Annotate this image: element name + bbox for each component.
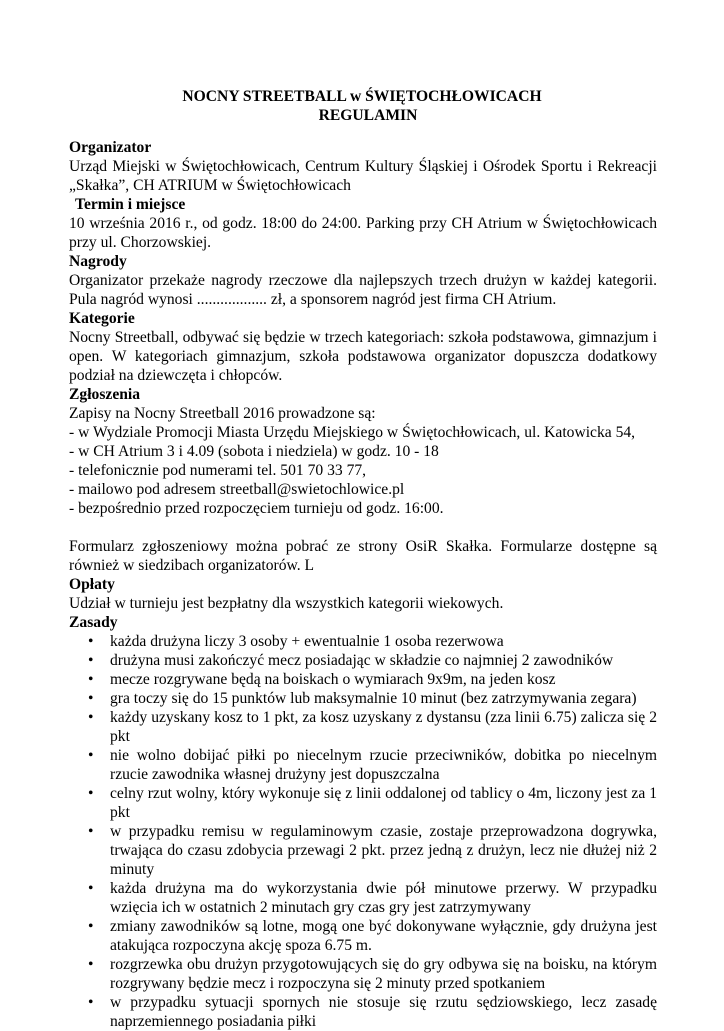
title-line-2: REGULAMIN [318, 107, 418, 124]
zgloszenia-line: - w CH Atrium 3 i 4.09 (sobota i niedziela) w godz. 10 - 18 [69, 443, 439, 460]
rule-item [69, 955, 657, 993]
zgloszenia-intro: Zapisy na Nocny Streetball 2016 prowadzone są: [69, 405, 376, 422]
rules-list [69, 632, 657, 1031]
zgloszenia-email-line: - mailowo pod adresem streetball@swietochlowice.pl [69, 481, 405, 498]
rule-text: zmiany zawodników są lotne, mogą one być dokonywane wyłącznie, gdy drużyna jest atakująca rozpoczyna akcję spoza 6.75 m. [110, 918, 657, 954]
form-note: Formularz zgłoszeniowy można pobrać ze strony OsiR Skałka. Formularze dostępne są również w siedzibach organizatorów. L [69, 538, 657, 574]
rule-text: drużyna musi zakończyć mecz posiadając w składzie co najmniej 2 zawodników [110, 652, 614, 669]
bullet-icon: • [88, 785, 94, 802]
rule-text: mecze rozgrywane będą na boiskach o wymiarach 9x9m, na jeden kosz [110, 671, 556, 688]
bullet-icon: • [88, 690, 94, 707]
rule-text: gra toczy się do 15 punktów lub maksymalnie 10 minut (bez zatrzymywania zegara) [110, 690, 637, 707]
zgloszenia-line: - w Wydziale Promocji Miasta Urzędu Miejskiego w Świętochłowicach, ul. Katowicka 54, [69, 424, 636, 441]
rule-item [69, 689, 657, 708]
bullet-icon: • [88, 918, 94, 935]
termin-text: 10 września 2016 r., od godz. 18:00 do 24:00. Parking przy CH Atrium w Świętochłowicach przy ul. Chorzowskiej. [69, 215, 657, 251]
oplaty-text: Udział w turnieju jest bezpłatny dla wszystkich kategorii wiekowych. [69, 595, 504, 612]
organizator-text: Urząd Miejski w Świętochłowicach, Centrum Kultury Śląskiej i Ośrodek Sportu i Rekreacji „Skałka”, CH ATRIUM w Świętochłowicach [69, 158, 657, 194]
rule-item [69, 879, 657, 917]
rule-item [69, 708, 657, 746]
rule-text: w przypadku remisu w regulaminowym czasie, zostaje przeprowadzona dogrywka, trwająca do czasu zdobycia przewagi 2 pkt. przez jedną z drużyn, lecz nie dłużej niż 2 minuty [110, 823, 657, 878]
rule-item [69, 822, 657, 879]
rule-text: każda drużyna ma do wykorzystania dwie pół minutowe przerwy. W przypadku wzięcia ich w ostatnich 2 minutach gry czas gry jest zatrzymywany [110, 880, 657, 916]
document-body [69, 138, 657, 1031]
rule-text: celny rzut wolny, który wykonuje się z linii oddalonej od tablicy o 4m, liczony jest za 1 pkt [110, 785, 657, 821]
document-title [0, 87, 724, 125]
bullet-icon: • [88, 880, 94, 897]
heading-zgloszenia: Zgłoszenia [69, 386, 141, 403]
bullet-icon: • [88, 709, 94, 726]
heading-oplaty: Opłaty [69, 576, 115, 593]
rule-item [69, 651, 657, 670]
nagrody-text: Organizator przekaże nagrody rzeczowe dla najlepszych trzech drużyn w każdej kategorii. Pula nagród wynosi .................. zł, a sponsorem nagród jest firma CH Atrium. [69, 272, 657, 308]
paragraph-gap [69, 518, 657, 537]
heading-termin: Termin i miejsce [75, 196, 186, 213]
rule-text: każda drużyna liczy 3 osoby + ewentualnie 1 osoba rezerwowa [110, 633, 504, 650]
bullet-icon: • [88, 633, 94, 650]
kategorie-text: Nocny Streetball, odbywać się będzie w trzech kategoriach: szkoła podstawowa, gimnazjum i open. W kategoriach gimnazjum, szkoła podstawowa organizator dopuszcza dodatkowy podział na dziewczęta i chłopców. [69, 329, 657, 384]
rule-text: każdy uzyskany kosz to 1 pkt, za kosz uzyskany z dystansu (zza linii 6.75) zalicza się 2 pkt [110, 709, 657, 745]
rule-item [69, 917, 657, 955]
rule-item [69, 784, 657, 822]
rule-item [69, 746, 657, 784]
bullet-icon: • [88, 994, 94, 1011]
title-line-1: NOCNY STREETBALL w ŚWIĘTOCHŁOWICACH [182, 88, 542, 105]
rule-item [69, 632, 657, 651]
zgloszenia-line: - bezpośrednio przed rozpoczęciem turnieju od godz. 16:00. [69, 500, 444, 517]
heading-kategorie: Kategorie [69, 310, 135, 327]
heading-nagrody: Nagrody [69, 253, 127, 270]
zgloszenia-line: - telefonicznie pod numerami tel. 501 70 33 77, [69, 462, 367, 479]
rule-text: nie wolno dobijać piłki po niecelnym rzucie przeciwników, dobitka po niecelnym rzucie zawodnika własnej drużyny jest dopuszczalna [110, 747, 657, 783]
rule-text: w przypadku sytuacji spornych nie stosuje się rzutu sędziowskiego, lecz zasadę naprzemiennego posiadania piłki [110, 994, 657, 1030]
rule-text: rozgrzewka obu drużyn przygotowujących się do gry odbywa się na boisku, na którym rozgrywany będzie mecz i rozpoczyna się 2 minuty przed spotkaniem [110, 956, 657, 992]
bullet-icon: • [88, 823, 94, 840]
bullet-icon: • [88, 652, 94, 669]
heading-organizator: Organizator [69, 139, 152, 156]
bullet-icon: • [88, 956, 94, 973]
heading-zasady: Zasady [69, 614, 118, 631]
bullet-icon: • [88, 671, 94, 688]
rule-item [69, 670, 657, 689]
rule-item [69, 993, 657, 1031]
bullet-icon: • [88, 747, 94, 764]
